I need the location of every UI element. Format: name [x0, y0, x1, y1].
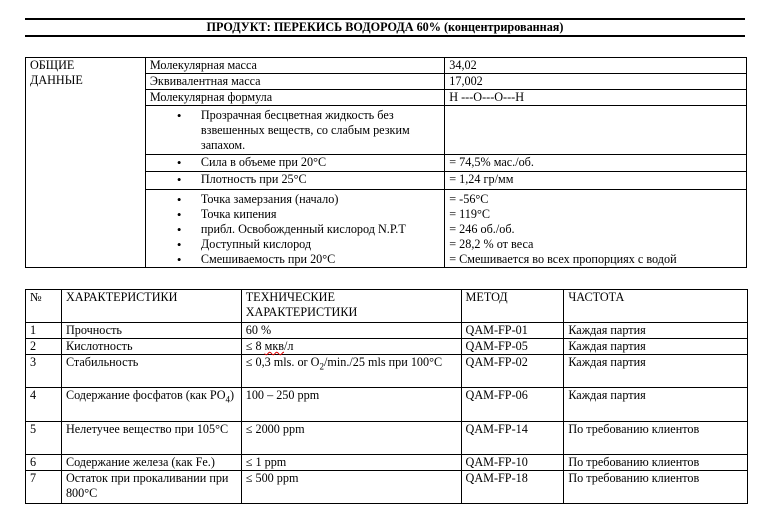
table-row	[26, 323, 748, 339]
header-rule-bottom	[25, 35, 745, 37]
empty-cell	[445, 106, 747, 155]
tech-text-pre: ≤ 0,3 mls. or O	[245, 355, 320, 369]
strength-label: • Сила в объеме при 20°C	[150, 155, 440, 170]
table-row	[26, 355, 748, 388]
char-text-pre: Содержание фосфатов (как PO	[65, 388, 226, 402]
document-header	[25, 18, 745, 37]
row-frequency: Каждая партия	[564, 355, 748, 388]
row-technical	[241, 339, 461, 355]
row-method: QAM-FP-05	[461, 339, 564, 355]
strength-list	[150, 155, 440, 170]
density-label: • Плотность при 25°C	[150, 172, 440, 187]
strength-value: = 74,5% мас./об.	[445, 155, 747, 172]
table-row	[26, 455, 748, 471]
row-num: 2	[26, 339, 62, 355]
density-list	[150, 172, 440, 187]
row-characteristic: Содержание железа (как Fe.)	[61, 455, 241, 471]
row-num: 1	[26, 323, 62, 339]
property-value: H ---O---O---H	[445, 90, 747, 106]
list-item: • Точка кипения	[150, 207, 440, 222]
col-header-frequency: ЧАСТОТА	[564, 290, 748, 323]
density-cell	[145, 172, 444, 190]
col-header-num: №	[26, 290, 62, 323]
col-header-characteristics: ХАРАКТЕРИСТИКИ	[61, 290, 241, 323]
row-method: QAM-FP-02	[461, 355, 564, 388]
table-row	[26, 58, 747, 74]
table-header-row	[26, 290, 748, 323]
description-cell	[145, 106, 444, 155]
row-method: QAM-FP-14	[461, 422, 564, 455]
row-technical	[241, 355, 461, 388]
row-frequency: По требованию клиентов	[564, 455, 748, 471]
property-label: Молекулярная формула	[145, 90, 444, 106]
tech-text-post: /л	[284, 339, 294, 353]
tech-text-pre: ≤ 8	[245, 339, 265, 353]
row-method: QAM-FP-06	[461, 388, 564, 422]
char-subscript: 4	[225, 394, 230, 405]
description-list	[150, 108, 440, 153]
density-value: = 1,24 гр/мм	[445, 172, 747, 190]
row-frequency: Каждая партия	[564, 388, 748, 422]
tech-subscript: 2	[319, 361, 324, 372]
list-item: • Точка замерзания (начало)	[150, 192, 440, 207]
table-row	[26, 339, 748, 355]
tech-text-post: /min./25 mls при 100°C	[323, 355, 443, 369]
table-row	[26, 388, 748, 422]
row-frequency: Каждая партия	[564, 323, 748, 339]
row-characteristic: Кислотность	[61, 339, 241, 355]
spellcheck-marked-text: мкв	[264, 339, 285, 353]
row-frequency: По требованию клиентов	[564, 422, 748, 455]
row-characteristic	[61, 388, 241, 422]
property-value: 17,002	[445, 74, 747, 90]
property-label: Молекулярная масса	[145, 58, 444, 74]
row-method: QAM-FP-18	[461, 471, 564, 504]
list-item-value: = -56°C	[449, 192, 489, 206]
row-frequency: По требованию клиентов	[564, 471, 748, 504]
row-num: 4	[26, 388, 62, 422]
section-label: ОБЩИЕ ДАННЫЕ	[30, 58, 83, 87]
col-header-technical	[241, 290, 461, 323]
section-label-cell	[26, 58, 146, 268]
physical-props-values	[445, 190, 747, 268]
table-row	[26, 422, 748, 455]
list-item-value: = 119°C	[449, 207, 491, 221]
list-item: • прибл. Освобожденный кислород N.P.T	[150, 222, 440, 237]
row-technical: 60 %	[241, 323, 461, 339]
physical-props-list	[150, 192, 440, 267]
row-method: QAM-FP-01	[461, 323, 564, 339]
list-item: • Смешиваемость при 20°C	[150, 252, 440, 267]
row-characteristic: Нелетучее вещество при 105°C	[61, 422, 241, 455]
list-item-value: = 246 об./об.	[449, 222, 515, 236]
strength-cell	[145, 155, 444, 172]
row-frequency: Каждая партия	[564, 339, 748, 355]
row-num: 7	[26, 471, 62, 504]
row-characteristic: Прочность	[61, 323, 241, 339]
col-header-method: МЕТОД	[461, 290, 564, 323]
col-header-technical-text: ТЕХНИЧЕСКИЕ ХАРАКТЕРИСТИКИ	[245, 290, 358, 319]
row-technical: ≤ 1 ppm	[241, 455, 461, 471]
description-item: • Прозрачная бесцветная жидкость без взвешенных веществ, со слабым резким запахом.	[150, 108, 440, 153]
list-item-value: = 28,2 % от веса	[449, 237, 534, 251]
list-item: • Доступный кислород	[150, 237, 440, 252]
row-technical: ≤ 500 ppm	[241, 471, 461, 504]
row-technical: ≤ 2000 ppm	[241, 422, 461, 455]
table-row	[26, 471, 748, 504]
row-method: QAM-FP-10	[461, 455, 564, 471]
property-label: Эквивалентная масса	[145, 74, 444, 90]
specs-table	[25, 289, 748, 504]
physical-props-cell	[145, 190, 444, 268]
char-text-post: )	[230, 388, 235, 402]
row-num: 6	[26, 455, 62, 471]
property-value: 34,02	[445, 58, 747, 74]
list-item-value: = Смешивается во всех пропорциях с водой	[449, 252, 677, 266]
row-technical: 100 – 250 ppm	[241, 388, 461, 422]
row-num: 3	[26, 355, 62, 388]
row-characteristic: Остаток при прокаливании при 800°C	[61, 471, 241, 504]
page-title: ПРОДУКТ: ПЕРЕКИСЬ ВОДОРОДА 60% (концентрированная)	[206, 20, 564, 34]
row-characteristic: Стабильность	[61, 355, 241, 388]
general-data-table	[25, 57, 747, 268]
row-num: 5	[26, 422, 62, 455]
